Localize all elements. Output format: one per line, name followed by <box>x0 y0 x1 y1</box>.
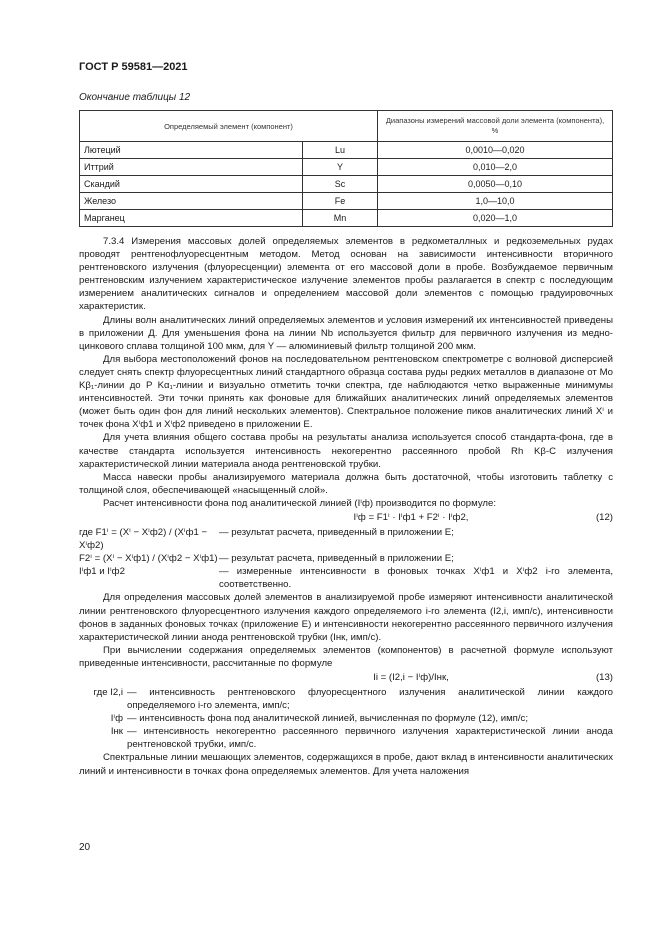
table-row <box>80 176 613 193</box>
paragraph: Длины волн аналитических линий определяемых элементов и условия измерений их интенсивностей приведены в приложении Д. Для уменьшения фона на линии Nb используется фильтр для первичного излучения из медно-цинкового сплава толщиной 100 мкм, для Y — алюминиевый фильтр толщиной 200 мкм. <box>79 314 613 352</box>
formula-expression: Iⁱф = F1ⁱ · Iⁱф1 + F2ⁱ · Iⁱф2, <box>353 512 469 524</box>
element-name: Марганец <box>80 210 303 227</box>
col-range-header: Диапазоны измерений массовой доли элемента (компонента), % <box>378 111 613 142</box>
paragraph: Спектральные линии мешающих элементов, содержащихся в пробе, дают вклад в интенсивности аналитических линий и интенсивности в точках фона определяемых элементов. Для учета наложения <box>79 752 613 777</box>
table-row <box>80 193 613 210</box>
paragraph: При вычислении содержания определяемых элементов (компонентов) в расчетной формуле используют приведенные интенсивности, рассчитанные по формуле <box>79 644 613 669</box>
legend-row <box>79 725 613 751</box>
body-text <box>79 235 613 778</box>
element-range: 0,010—2,0 <box>378 159 613 176</box>
element-range: 0,020—1,0 <box>378 210 613 227</box>
legend-symbol: Iⁱф1 и Iⁱф2 <box>79 566 125 578</box>
legend-symbol: Iнк <box>110 726 123 738</box>
element-range: 0,0050—0,10 <box>378 176 613 193</box>
legend-symbol: где F1ⁱ = (Xⁱ − Xⁱф2) / (Xⁱф1 − Xⁱф2) <box>79 526 208 552</box>
element-symbol: Sc <box>303 176 378 193</box>
legend-row <box>79 712 613 725</box>
paragraph: Для учета влияния общего состава пробы на результаты анализа используется способ стандарта-фона, где в качестве стандарта используется интенсивность некогерентно рассеянного пробой Rh Kβ-C излучения характеристической линии материала анода рентгеновской трубки. <box>79 432 613 470</box>
paragraph: Расчет интенсивности фона под аналитической линией (Iⁱф) производится по формуле: <box>103 497 497 509</box>
element-name: Железо <box>80 193 303 210</box>
formula-expression: Ii = (I2,i − Iⁱф)/Iнк, <box>373 672 449 684</box>
legend-text: — интенсивность фона под аналитической линией, вычисленная по формуле (12), имп/с; <box>127 713 528 725</box>
element-name: Скандий <box>80 176 303 193</box>
element-symbol: Lu <box>303 142 378 159</box>
table-header-row <box>80 111 613 142</box>
formula-12-legend <box>79 526 613 591</box>
legend-text: — результат расчета, приведенный в приложении Е; <box>219 553 454 565</box>
col-element-header: Определяемый элемент (компонент) <box>80 111 378 142</box>
formula-number: (13) <box>595 672 613 684</box>
legend-text: — интенсивность рентгеновского флуоресцентного излучения аналитической линии каждого определяемого i-го элемента, имп/с; <box>127 687 613 712</box>
table-row <box>80 210 613 227</box>
legend-text: — измеренные интенсивности в фоновых точках Xⁱф1 и Xⁱф2 i-го элемента, соответственно. <box>219 566 613 591</box>
table-caption: Окончание таблицы 12 <box>79 92 191 103</box>
legend-symbol: где I2,i <box>93 687 123 698</box>
element-symbol: Y <box>303 159 378 176</box>
page-number: 20 <box>79 842 91 853</box>
paragraph: Масса навески пробы анализируемого материала должна быть достаточной, чтобы изготовить таблетку с толщиной слоя, обеспечивающей «насыщенный слой». <box>79 471 613 496</box>
formula-number: (12) <box>595 512 613 524</box>
paragraph: Для выбора местоположений фонов на последовательном рентгеновском спектрометре с волновой дисперсией следует снять спектр флуоресцентных линий стандартного образца состава руды редких металлов в диапазоне от Mo Kβ₁-линии до P Kα₁-линии и визуально отметить точки спектра, где наблюдаются четко выраженные минимумы интенсивностей. Эти точки принять как фоновые для ближайших аналитических линий определяемых элементов (может быть один фон для линий нескольких элементов). Спектральное положение пиков аналитических линий Xⁱ и точек фона Xⁱф1 и Xⁱф2 приведено в приложении Е. <box>79 353 613 431</box>
legend-row <box>79 526 613 552</box>
formula-13-legend <box>79 686 613 751</box>
legend-row <box>79 552 613 565</box>
element-range: 1,0—10,0 <box>378 193 613 210</box>
legend-row <box>79 565 613 591</box>
legend-text: — интенсивность некогерентно рассеянного первичного излучения характеристической линии анода рентгеновской трубки, имп/с. <box>127 726 613 751</box>
legend-text: — результат расчета, приведенный в приложении Е; <box>219 526 454 538</box>
legend-row <box>79 686 613 712</box>
paragraph: 7.3.4 Измерения массовых долей определяемых элементов в редкометаллных и редкоземельных рудах проводят рентгенофлуоресцентным методом. Метод основан на зависимости интенсивности вторичного рентгеновского излучения (флуоресценции) элемента от его массовой доли в пробе. Возбуждаемое первичным рентгеновским излучением характеристическое излучение элементов пробы разлагается в спектр с последующим измерением аналитических сигналов и определением массовой доли элементов с помощью градуировочных характеристик. <box>79 236 613 313</box>
formula-13 <box>79 670 613 686</box>
legend-symbol: F2ⁱ = (Xⁱ − Xⁱф1) / (Xⁱф2 − Xⁱф1) <box>79 553 218 565</box>
table-row <box>80 142 613 159</box>
element-name: Лютеций <box>80 142 303 159</box>
table-row <box>80 159 613 176</box>
element-symbol: Mn <box>303 210 378 227</box>
table-12 <box>79 110 613 227</box>
element-range: 0,0010—0,020 <box>378 142 613 159</box>
formula-12 <box>79 510 613 526</box>
element-symbol: Fe <box>303 193 378 210</box>
legend-symbol: Iⁱф <box>110 713 123 725</box>
paragraph: Для определения массовых долей элементов в анализируемой пробе измеряют интенсивности аналитической линии рентгеновского флуоресцентного излучения каждого определяемого i-го элемента (I2,i, имп/с), интенсивности фонов в заданных фоновых точках (приложение Е) и интенсивности некогерентно рассеянного первичного излучения характеристической линии анода рентгеновской трубки (Iнк, имп/с). <box>79 592 613 643</box>
document-header: ГОСТ Р 59581—2021 <box>79 61 188 73</box>
element-name: Иттрий <box>80 159 303 176</box>
